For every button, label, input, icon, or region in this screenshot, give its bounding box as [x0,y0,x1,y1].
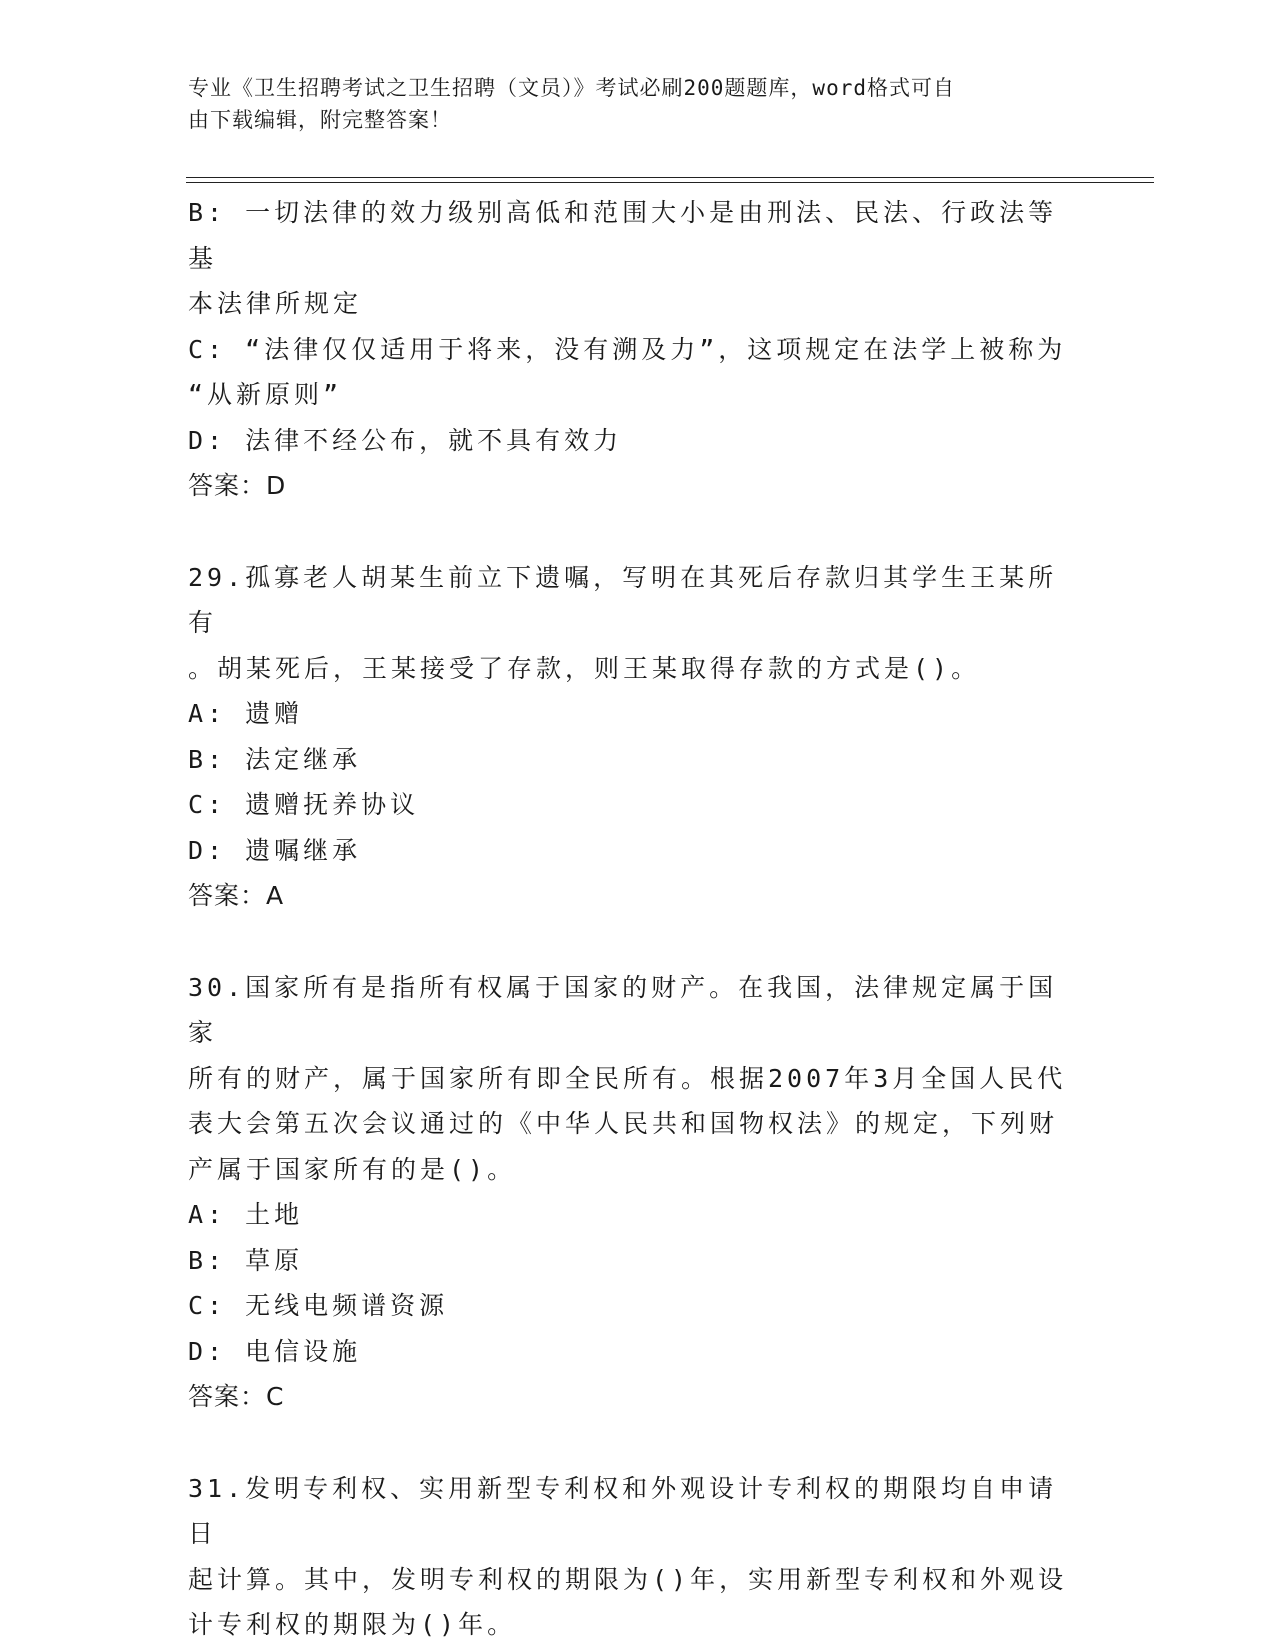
header-divider-top [186,177,1154,178]
question-stem: 31.发明专利权、实用新型专利权和外观设计专利权的期限均自申请日 [188,1473,1058,1548]
spacer [188,509,1078,555]
question-stem: 产属于国家所有的是()。 [188,1154,517,1184]
option-c-text: “从新原则” [188,380,343,409]
header-line: 由下载编辑，附完整答案！ [188,108,452,132]
option-d-text: D: 法律不经公布，就不具有效力 [188,425,623,455]
option-b-text: B: 法定继承 [188,744,362,774]
option-c-text: C: 遗赠抚养协议 [188,790,420,819]
document-header [188,72,1068,136]
answer-text: 答案：A [188,881,285,910]
header-line: 专业《卫生招聘考试之卫生招聘（文员）》考试必刷200题题库，word格式可自 [188,76,955,100]
option-b-text: B: 草原 [188,1245,304,1275]
question-stem: 表大会第五次会议通过的《中华人民共和国物权法》的规定，下列财 [188,1109,1059,1138]
header-divider-bottom [186,182,1154,183]
question-stem: 。胡某死后，王某接受了存款，则王某取得存款的方式是()。 [188,653,981,683]
question-stem: 所有的财产，属于国家所有即全民所有。根据2007年3月全国人民代 [188,1063,1067,1093]
option-c-text: C: 无线电频谱资源 [188,1291,449,1320]
question-stem: 计专利权的期限为()年。 [188,1610,517,1639]
option-d-text: D: 电信设施 [188,1336,362,1366]
answer-text: 答案：C [188,1382,285,1411]
question-28-block [188,190,1078,509]
question-stem: 30.国家所有是指所有权属于国家的财产。在我国，法律规定属于国家 [188,972,1058,1047]
option-a-text: A: 土地 [188,1200,304,1229]
option-d-text: D: 遗嘱继承 [188,835,362,865]
option-a-text: A: 遗赠 [188,699,304,728]
spacer [188,919,1078,965]
question-31-block [188,1466,1078,1648]
document-body [188,190,1078,1648]
answer-text: 答案：D [188,471,287,500]
question-29-block [188,555,1078,919]
question-stem: 29.孤寡老人胡某生前立下遗嘱，写明在其死后存款归其学生王某所有 [188,562,1058,637]
question-stem: 起计算。其中，发明专利权的期限为()年，实用新型专利权和外观设 [188,1564,1068,1594]
option-b-text: B: 一切法律的效力级别高低和范围大小是由刑法、民法、行政法等基 [188,198,1058,273]
spacer [188,1420,1078,1466]
option-b-text: 本法律所规定 [188,289,363,318]
option-c-text: C: “法律仅仅适用于将来，没有溯及力”，这项规定在法学上被称为 [188,334,1067,364]
question-30-block [188,965,1078,1420]
